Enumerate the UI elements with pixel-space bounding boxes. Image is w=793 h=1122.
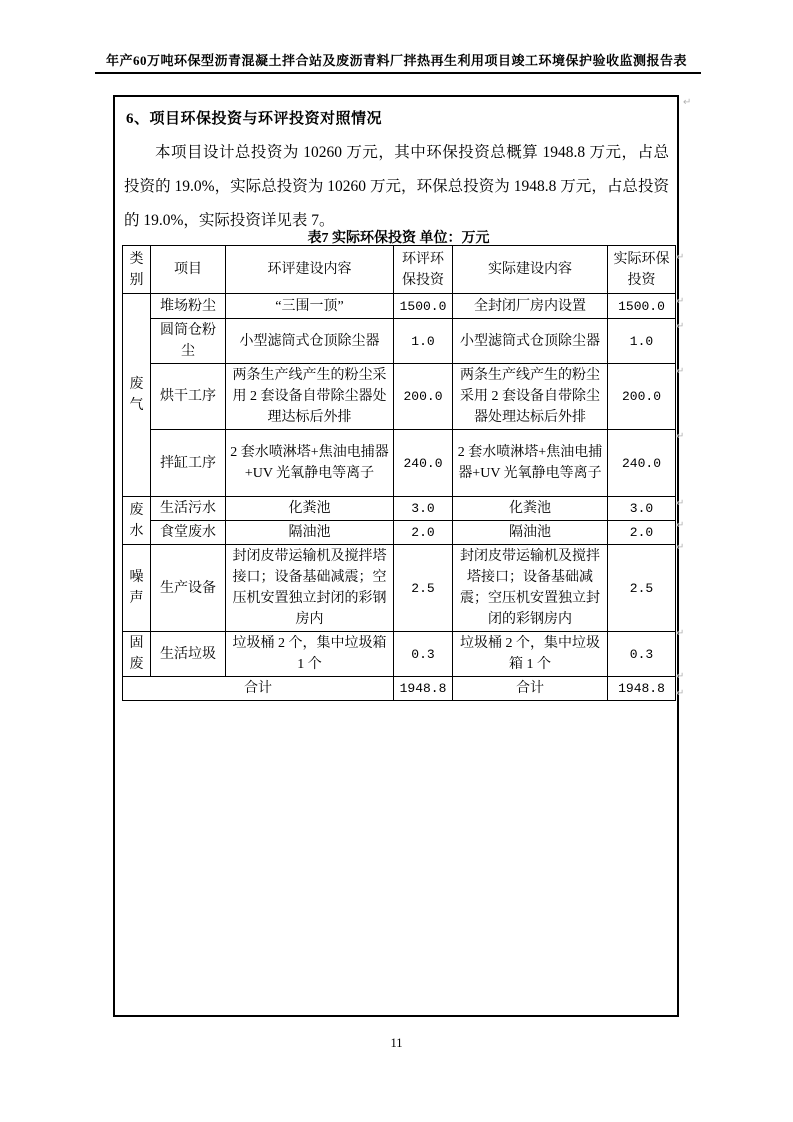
eia-invest-cell: 0.3	[394, 632, 453, 677]
eia-invest-cell: 1500.0	[394, 294, 453, 319]
category-cell-noise: 噪声	[123, 545, 151, 632]
actual-content-cell: 两条生产线产生的粉尘采用 2 套设备自带除尘器处理达标后外排	[453, 364, 608, 430]
total-actual-invest-cell: 1948.8	[608, 677, 676, 701]
actual-invest-cell: 2.0	[608, 521, 676, 545]
eia-content-cell: 小型滤筒式仓顶除尘器	[226, 319, 394, 364]
table-header-row	[123, 246, 676, 294]
actual-content-cell: 全封闭厂房内设置	[453, 294, 608, 319]
actual-invest-cell: 3.0	[608, 497, 676, 521]
actual-invest-cell: 200.0	[608, 364, 676, 430]
eia-invest-cell: 200.0	[394, 364, 453, 430]
return-mark-icon: ↵	[676, 628, 685, 639]
return-mark-icon: ↵	[676, 252, 685, 263]
project-cell: 拌缸工序	[151, 430, 226, 497]
actual-content-cell: 垃圾桶 2 个，集中垃圾箱 1 个	[453, 632, 608, 677]
project-cell: 生产设备	[151, 545, 226, 632]
project-cell: 生活污水	[151, 497, 226, 521]
project-cell: 烘干工序	[151, 364, 226, 430]
return-mark-icon: ↵	[676, 321, 685, 332]
header-actual-invest: 实际环保投资	[608, 246, 676, 294]
return-mark-icon: ↵	[676, 520, 685, 531]
actual-invest-cell: 240.0	[608, 430, 676, 497]
eia-invest-cell: 3.0	[394, 497, 453, 521]
eia-content-cell: 封闭皮带运输机及搅拌塔接口；设备基础减震；空压机安置独立封闭的彩钢房内	[226, 545, 394, 632]
category-cell-waste-gas: 废气	[123, 294, 151, 497]
eia-invest-cell: 1.0	[394, 319, 453, 364]
header-category: 类别	[123, 246, 151, 294]
table-row	[123, 430, 676, 497]
category-cell-solid-waste: 固废	[123, 632, 151, 677]
header-actual-content: 实际建设内容	[453, 246, 608, 294]
eia-invest-cell: 2.0	[394, 521, 453, 545]
document-header: 年产60万吨环保型沥青混凝土拌合站及废沥青料厂拌热再生利用项目竣工环境保护验收监测报告表	[105, 53, 687, 68]
return-mark-icon: ↵	[676, 296, 685, 307]
return-mark-icon: ↵	[676, 431, 685, 442]
table-row	[123, 364, 676, 430]
project-cell: 圆筒仓粉尘	[151, 319, 226, 364]
table-row	[123, 632, 676, 677]
actual-content-cell: 2 套水喷淋塔+焦油电捕器+UV 光氧静电等离子	[453, 430, 608, 497]
section-paragraph: 本项目设计总投资为 10260 万元，其中环保投资总概算 1948.8 万元，占总投资的 19.0%，实际总投资为 10260 万元，环保总投资为 1948.8 万元，占总投资的 19.0%，实际投资详见表 7。	[124, 144, 669, 229]
header-divider	[95, 72, 701, 74]
header-project: 项目	[151, 246, 226, 294]
eia-content-cell: “三围一顶”	[226, 294, 394, 319]
table-row	[123, 521, 676, 545]
actual-invest-cell: 1500.0	[608, 294, 676, 319]
table-row	[123, 319, 676, 364]
eia-content-cell: 两条生产线产生的粉尘采用 2 套设备自带除尘器处理达标后外排	[226, 364, 394, 430]
table-row	[123, 545, 676, 632]
actual-content-cell: 封闭皮带运输机及搅拌塔接口；设备基础减震；空压机安置独立封闭的彩钢房内	[453, 545, 608, 632]
total-label-cell: 合计	[123, 677, 394, 701]
return-mark-icon: ↵	[676, 542, 685, 553]
total-actual-label-cell: 合计	[453, 677, 608, 701]
return-mark-icon: ↵	[676, 671, 685, 682]
project-cell: 生活垃圾	[151, 632, 226, 677]
category-cell-waste-water: 废水	[123, 497, 151, 545]
table-total-row	[123, 677, 676, 701]
table-row	[123, 294, 676, 319]
project-cell: 堆场粉尘	[151, 294, 226, 319]
eia-content-cell: 2 套水喷淋塔+焦油电捕器+UV 光氧静电等离子	[226, 430, 394, 497]
header-eia-content: 环评建设内容	[226, 246, 394, 294]
section-title: 6、项目环保投资与环评投资对照情况	[126, 111, 383, 127]
total-eia-invest-cell: 1948.8	[394, 677, 453, 701]
return-mark-icon: ↵	[676, 688, 685, 699]
eia-invest-cell: 240.0	[394, 430, 453, 497]
table-title: 表7 实际环保投资 单位：万元	[307, 231, 490, 246]
actual-content-cell: 化粪池	[453, 497, 608, 521]
table-row	[123, 497, 676, 521]
return-mark-icon: ↵	[676, 366, 685, 377]
return-mark-icon: ↵	[683, 97, 692, 108]
investment-table	[122, 245, 676, 701]
actual-content-cell: 隔油池	[453, 521, 608, 545]
return-mark-icon: ↵	[676, 498, 685, 509]
actual-content-cell: 小型滤筒式仓顶除尘器	[453, 319, 608, 364]
eia-content-cell: 垃圾桶 2 个，集中垃圾箱 1 个	[226, 632, 394, 677]
actual-invest-cell: 1.0	[608, 319, 676, 364]
actual-invest-cell: 2.5	[608, 545, 676, 632]
eia-content-cell: 化粪池	[226, 497, 394, 521]
actual-invest-cell: 0.3	[608, 632, 676, 677]
eia-content-cell: 隔油池	[226, 521, 394, 545]
eia-invest-cell: 2.5	[394, 545, 453, 632]
page-number: 11	[390, 1036, 403, 1050]
header-eia-invest: 环评环保投资	[394, 246, 453, 294]
project-cell: 食堂废水	[151, 521, 226, 545]
